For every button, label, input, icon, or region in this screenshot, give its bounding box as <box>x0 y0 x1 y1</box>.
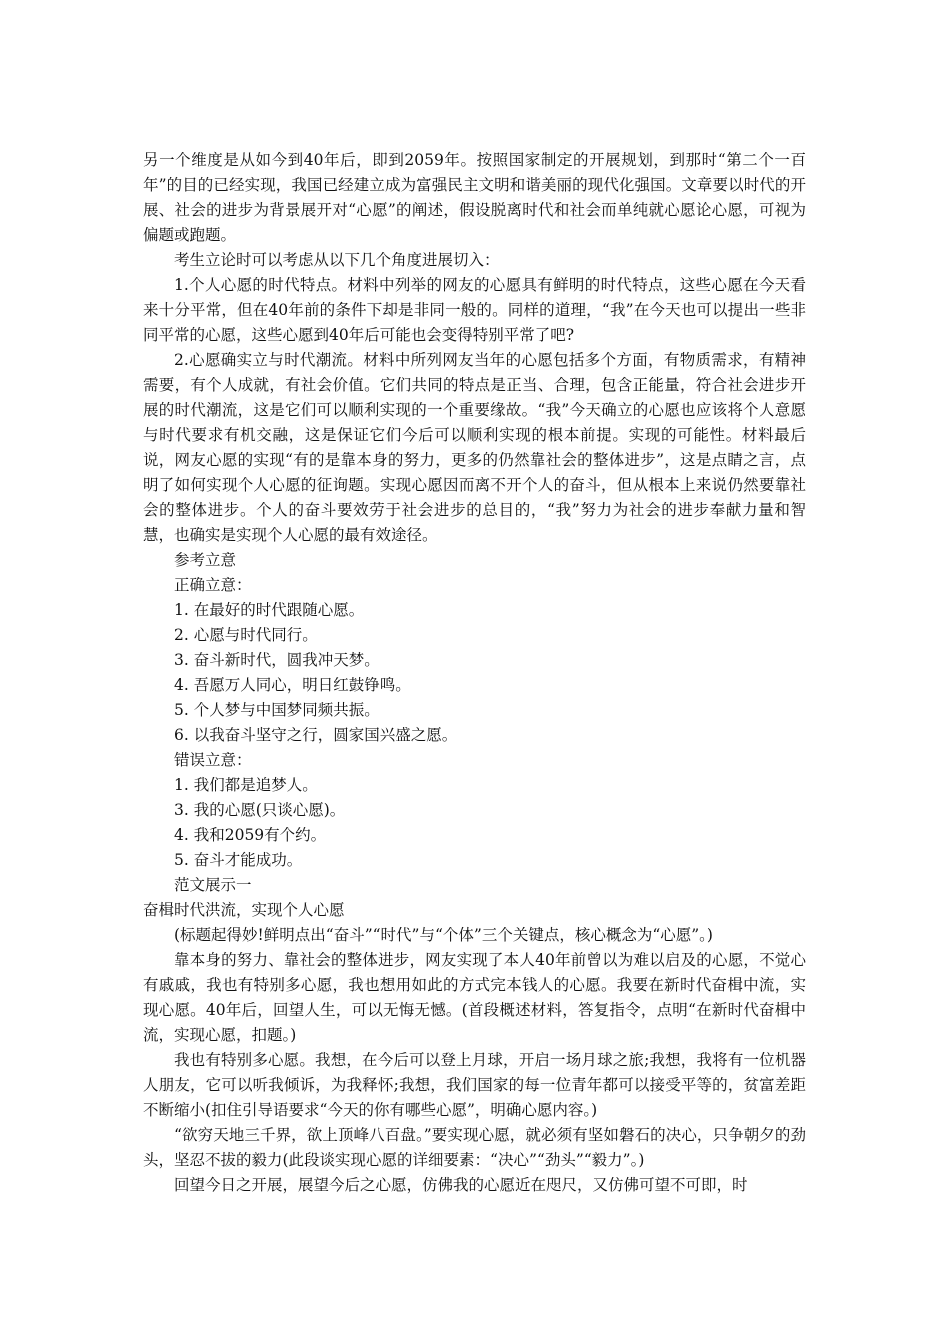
document-body <box>143 148 806 1198</box>
paragraph: 3. 我的心愿(只谈心愿)。 <box>174 801 346 819</box>
paragraph: 1. 在最好的时代跟随心愿。 <box>174 601 365 619</box>
paragraph: 6. 以我奋斗坚守之行，圆家国兴盛之愿。 <box>174 726 458 744</box>
paragraph: 错误立意： <box>174 751 252 769</box>
paragraph: 另一个维度是从如今到40年后，即到2059年。按照国家制定的开展规划，到那时“第二个一百年”的目的已经实现，我国已经建立成为富强民主文明和谐美丽的现代化强国。文章要以时代的开展、社会的进步为背景展开对“心愿”的阐述，假设脱离时代和社会而单纯就心愿论心愿，可视为偏题或跑题。 <box>143 151 806 244</box>
paragraph: 4. 我和2059有个约。 <box>174 826 327 844</box>
paragraph: 范文展示一 <box>174 876 252 894</box>
paragraph: 靠本身的努力、靠社会的整体进步，网友实现了本人40年前曾以为难以启及的心愿，不觉心有戚戚，我也有特别多心愿，我也想用如此的方式完本钱人的心愿。我要在新时代奋楫中流，实现心愿。40年后，回望人生，可以无悔无憾。(首段概述材料，答复指令，点明“在新时代奋楫中流，实现心愿，扣题。) <box>143 951 806 1044</box>
paragraph: 1. 我们都是追梦人。 <box>174 776 318 794</box>
paragraph: 4. 吾愿万人同心，明日红鼓铮鸣。 <box>174 676 411 694</box>
paragraph: 奋楫时代洪流，实现个人心愿 <box>143 901 345 919</box>
paragraph: 1.个人心愿的时代特点。材料中列举的网友的心愿具有鲜明的时代特点，这些心愿在今天看来十分平常，但在40年前的条件下却是非同一般的。同样的道理，“我”在今天也可以提出一些非同平常的心愿，这些心愿到40年后可能也会变得特别平常了吧? <box>143 276 806 344</box>
paragraph: 考生立论时可以考虑从以下几个角度进展切入： <box>174 251 500 269</box>
paragraph: 5. 奋斗才能成功。 <box>174 851 303 869</box>
paragraph: 回望今日之开展，展望今后之心愿，仿佛我的心愿近在咫尺，又仿佛可望不可即，时 <box>174 1176 748 1194</box>
paragraph: 2. 心愿与时代同行。 <box>174 626 318 644</box>
paragraph: (标题起得妙!鲜明点出“奋斗”“时代”与“个体”三个关键点，核心概念为“心愿”。) <box>174 926 713 944</box>
paragraph: 参考立意 <box>174 551 237 569</box>
paragraph: 5. 个人梦与中国梦同频共振。 <box>174 701 380 719</box>
paragraph: 2.心愿确实立与时代潮流。材料中所列网友当年的心愿包括多个方面，有物质需求，有精神需要，有个人成就，有社会价值。它们共同的特点是正当、合理，包含正能量，符合社会进步开展的时代潮流，这是它们可以顺利实现的一个重要缘故。“我”今天确立的心愿也应该将个人意愿与时代要求有机交融，这是保证它们今后可以顺利实现的根本前提。实现的可能性。材料最后说，网友心愿的实现“有的是靠本身的努力，更多的仍然靠社会的整体进步”，这是点睛之言，点明了如何实现个人心愿的征询题。实现心愿因而离不开个人的奋斗，但从根本上来说仍然要靠社会的整体进步。个人的奋斗要效劳于社会进步的总目的，“我”努力为社会的进步奉献力量和智慧，也确实是实现个人心愿的最有效途径。 <box>143 351 806 544</box>
paragraph: 我也有特别多心愿。我想，在今后可以登上月球，开启一场月球之旅;我想，我将有一位机器人朋友，它可以听我倾诉，为我释怀;我想，我们国家的每一位青年都可以接受平等的，贫富差距不断缩小(扣住引导语要求“今天的你有哪些心愿”，明确心愿内容。) <box>143 1051 806 1119</box>
paragraph: 正确立意： <box>174 576 252 594</box>
paragraph: 3. 奋斗新时代，圆我冲天梦。 <box>174 651 380 669</box>
paragraph: “欲穷天地三千界，欲上顶峰八百盘。”要实现心愿，就必须有坚如磐石的决心，只争朝夕的劲头，坚忍不拔的毅力(此段谈实现心愿的详细要素：“决心”“劲头”“毅力”。) <box>143 1126 806 1169</box>
